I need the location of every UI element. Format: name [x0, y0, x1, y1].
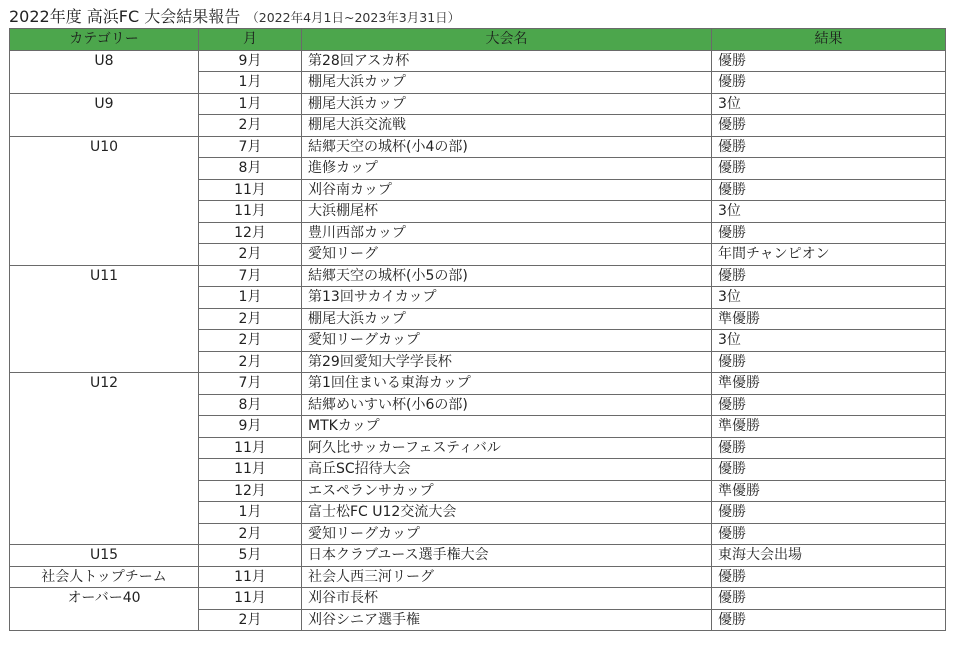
tournament-name-cell: 日本クラブユース選手権大会: [302, 545, 712, 567]
column-header-tournament: 大会名: [302, 29, 712, 51]
tournament-name-cell: 刈谷市長杯: [302, 588, 712, 610]
category-cell: U15: [10, 545, 199, 567]
month-cell: 7月: [199, 136, 302, 158]
tournament-name-cell: 富士松FC U12交流大会: [302, 502, 712, 524]
tournament-name-cell: 結郷天空の城杯(小5の部): [302, 265, 712, 287]
tournament-name-cell: 第13回サカイカップ: [302, 287, 712, 309]
month-cell: 8月: [199, 158, 302, 180]
column-header-result: 結果: [712, 29, 946, 51]
tournament-name-cell: 棚尾大浜交流戦: [302, 115, 712, 137]
month-cell: 12月: [199, 222, 302, 244]
tournament-name-cell: 棚尾大浜カップ: [302, 72, 712, 94]
month-cell: 9月: [199, 50, 302, 72]
result-cell: 優勝: [712, 502, 946, 524]
column-header-category: カテゴリー: [10, 29, 199, 51]
month-cell: 11月: [199, 201, 302, 223]
result-cell: 優勝: [712, 265, 946, 287]
tournament-name-cell: 第1回住まいる東海カップ: [302, 373, 712, 395]
month-cell: 2月: [199, 244, 302, 266]
result-cell: 優勝: [712, 136, 946, 158]
tournament-name-cell: 愛知リーグ: [302, 244, 712, 266]
tournament-name-cell: エスペランサカップ: [302, 480, 712, 502]
result-cell: 優勝: [712, 72, 946, 94]
result-cell: 準優勝: [712, 308, 946, 330]
month-cell: 2月: [199, 308, 302, 330]
table-row: [10, 545, 946, 567]
month-cell: 12月: [199, 480, 302, 502]
result-cell: 優勝: [712, 222, 946, 244]
month-cell: 7月: [199, 373, 302, 395]
tournament-name-cell: MTKカップ: [302, 416, 712, 438]
result-cell: 優勝: [712, 459, 946, 481]
result-cell: 年間チャンピオン: [712, 244, 946, 266]
category-cell: 社会人トップチーム: [10, 566, 199, 588]
month-cell: 11月: [199, 459, 302, 481]
result-cell: 3位: [712, 201, 946, 223]
category-cell: オーバー40: [10, 588, 199, 631]
tournament-name-cell: 阿久比サッカーフェスティバル: [302, 437, 712, 459]
category-cell: U11: [10, 265, 199, 373]
month-cell: 1月: [199, 287, 302, 309]
result-cell: 優勝: [712, 523, 946, 545]
month-cell: 1月: [199, 502, 302, 524]
table-row: [10, 50, 946, 72]
result-cell: 準優勝: [712, 373, 946, 395]
result-cell: 優勝: [712, 609, 946, 631]
tournament-name-cell: 第28回アスカ杯: [302, 50, 712, 72]
report-title: 2022年度 高浜FC 大会結果報告: [9, 7, 241, 26]
column-header-month: 月: [199, 29, 302, 51]
result-cell: 3位: [712, 93, 946, 115]
month-cell: 2月: [199, 115, 302, 137]
tournament-name-cell: 愛知リーグカップ: [302, 330, 712, 352]
category-cell: U10: [10, 136, 199, 265]
table-row: [10, 136, 946, 158]
result-cell: 3位: [712, 287, 946, 309]
month-cell: 2月: [199, 609, 302, 631]
result-cell: 準優勝: [712, 416, 946, 438]
result-cell: 優勝: [712, 566, 946, 588]
result-cell: 3位: [712, 330, 946, 352]
results-table-head: [10, 29, 946, 51]
result-cell: 準優勝: [712, 480, 946, 502]
result-cell: 優勝: [712, 351, 946, 373]
month-cell: 11月: [199, 588, 302, 610]
tournament-name-cell: 刈谷南カップ: [302, 179, 712, 201]
document-title: [9, 6, 460, 28]
category-cell: U12: [10, 373, 199, 545]
result-cell: 優勝: [712, 115, 946, 137]
month-cell: 9月: [199, 416, 302, 438]
tournament-name-cell: 大浜棚尾杯: [302, 201, 712, 223]
header-row: [10, 29, 946, 51]
tournament-name-cell: 結郷天空の城杯(小4の部): [302, 136, 712, 158]
table-row: [10, 566, 946, 588]
table-row: [10, 588, 946, 610]
tournament-name-cell: 棚尾大浜カップ: [302, 308, 712, 330]
result-cell: 優勝: [712, 588, 946, 610]
tournament-name-cell: 高丘SC招待大会: [302, 459, 712, 481]
month-cell: 2月: [199, 330, 302, 352]
result-cell: 優勝: [712, 50, 946, 72]
result-cell: 優勝: [712, 179, 946, 201]
month-cell: 7月: [199, 265, 302, 287]
category-cell: U9: [10, 93, 199, 136]
month-cell: 11月: [199, 179, 302, 201]
result-cell: 優勝: [712, 158, 946, 180]
result-cell: 優勝: [712, 437, 946, 459]
month-cell: 8月: [199, 394, 302, 416]
results-table-body: [10, 50, 946, 631]
month-cell: 11月: [199, 566, 302, 588]
tournament-name-cell: 棚尾大浜カップ: [302, 93, 712, 115]
result-cell: 東海大会出場: [712, 545, 946, 567]
tournament-name-cell: 第29回愛知大学学長杯: [302, 351, 712, 373]
report-period: （2022年4月1日~2023年3月31日）: [246, 10, 461, 25]
result-cell: 優勝: [712, 394, 946, 416]
tournament-name-cell: 刈谷シニア選手権: [302, 609, 712, 631]
table-row: [10, 93, 946, 115]
tournament-name-cell: 愛知リーグカップ: [302, 523, 712, 545]
tournament-name-cell: 豊川西部カップ: [302, 222, 712, 244]
month-cell: 1月: [199, 72, 302, 94]
category-cell: U8: [10, 50, 199, 93]
results-table: [9, 28, 946, 631]
month-cell: 5月: [199, 545, 302, 567]
month-cell: 2月: [199, 351, 302, 373]
tournament-name-cell: 進修カップ: [302, 158, 712, 180]
tournament-name-cell: 社会人西三河リーグ: [302, 566, 712, 588]
month-cell: 11月: [199, 437, 302, 459]
table-row: [10, 265, 946, 287]
month-cell: 1月: [199, 93, 302, 115]
table-row: [10, 373, 946, 395]
month-cell: 2月: [199, 523, 302, 545]
tournament-name-cell: 結郷めいすい杯(小6の部): [302, 394, 712, 416]
